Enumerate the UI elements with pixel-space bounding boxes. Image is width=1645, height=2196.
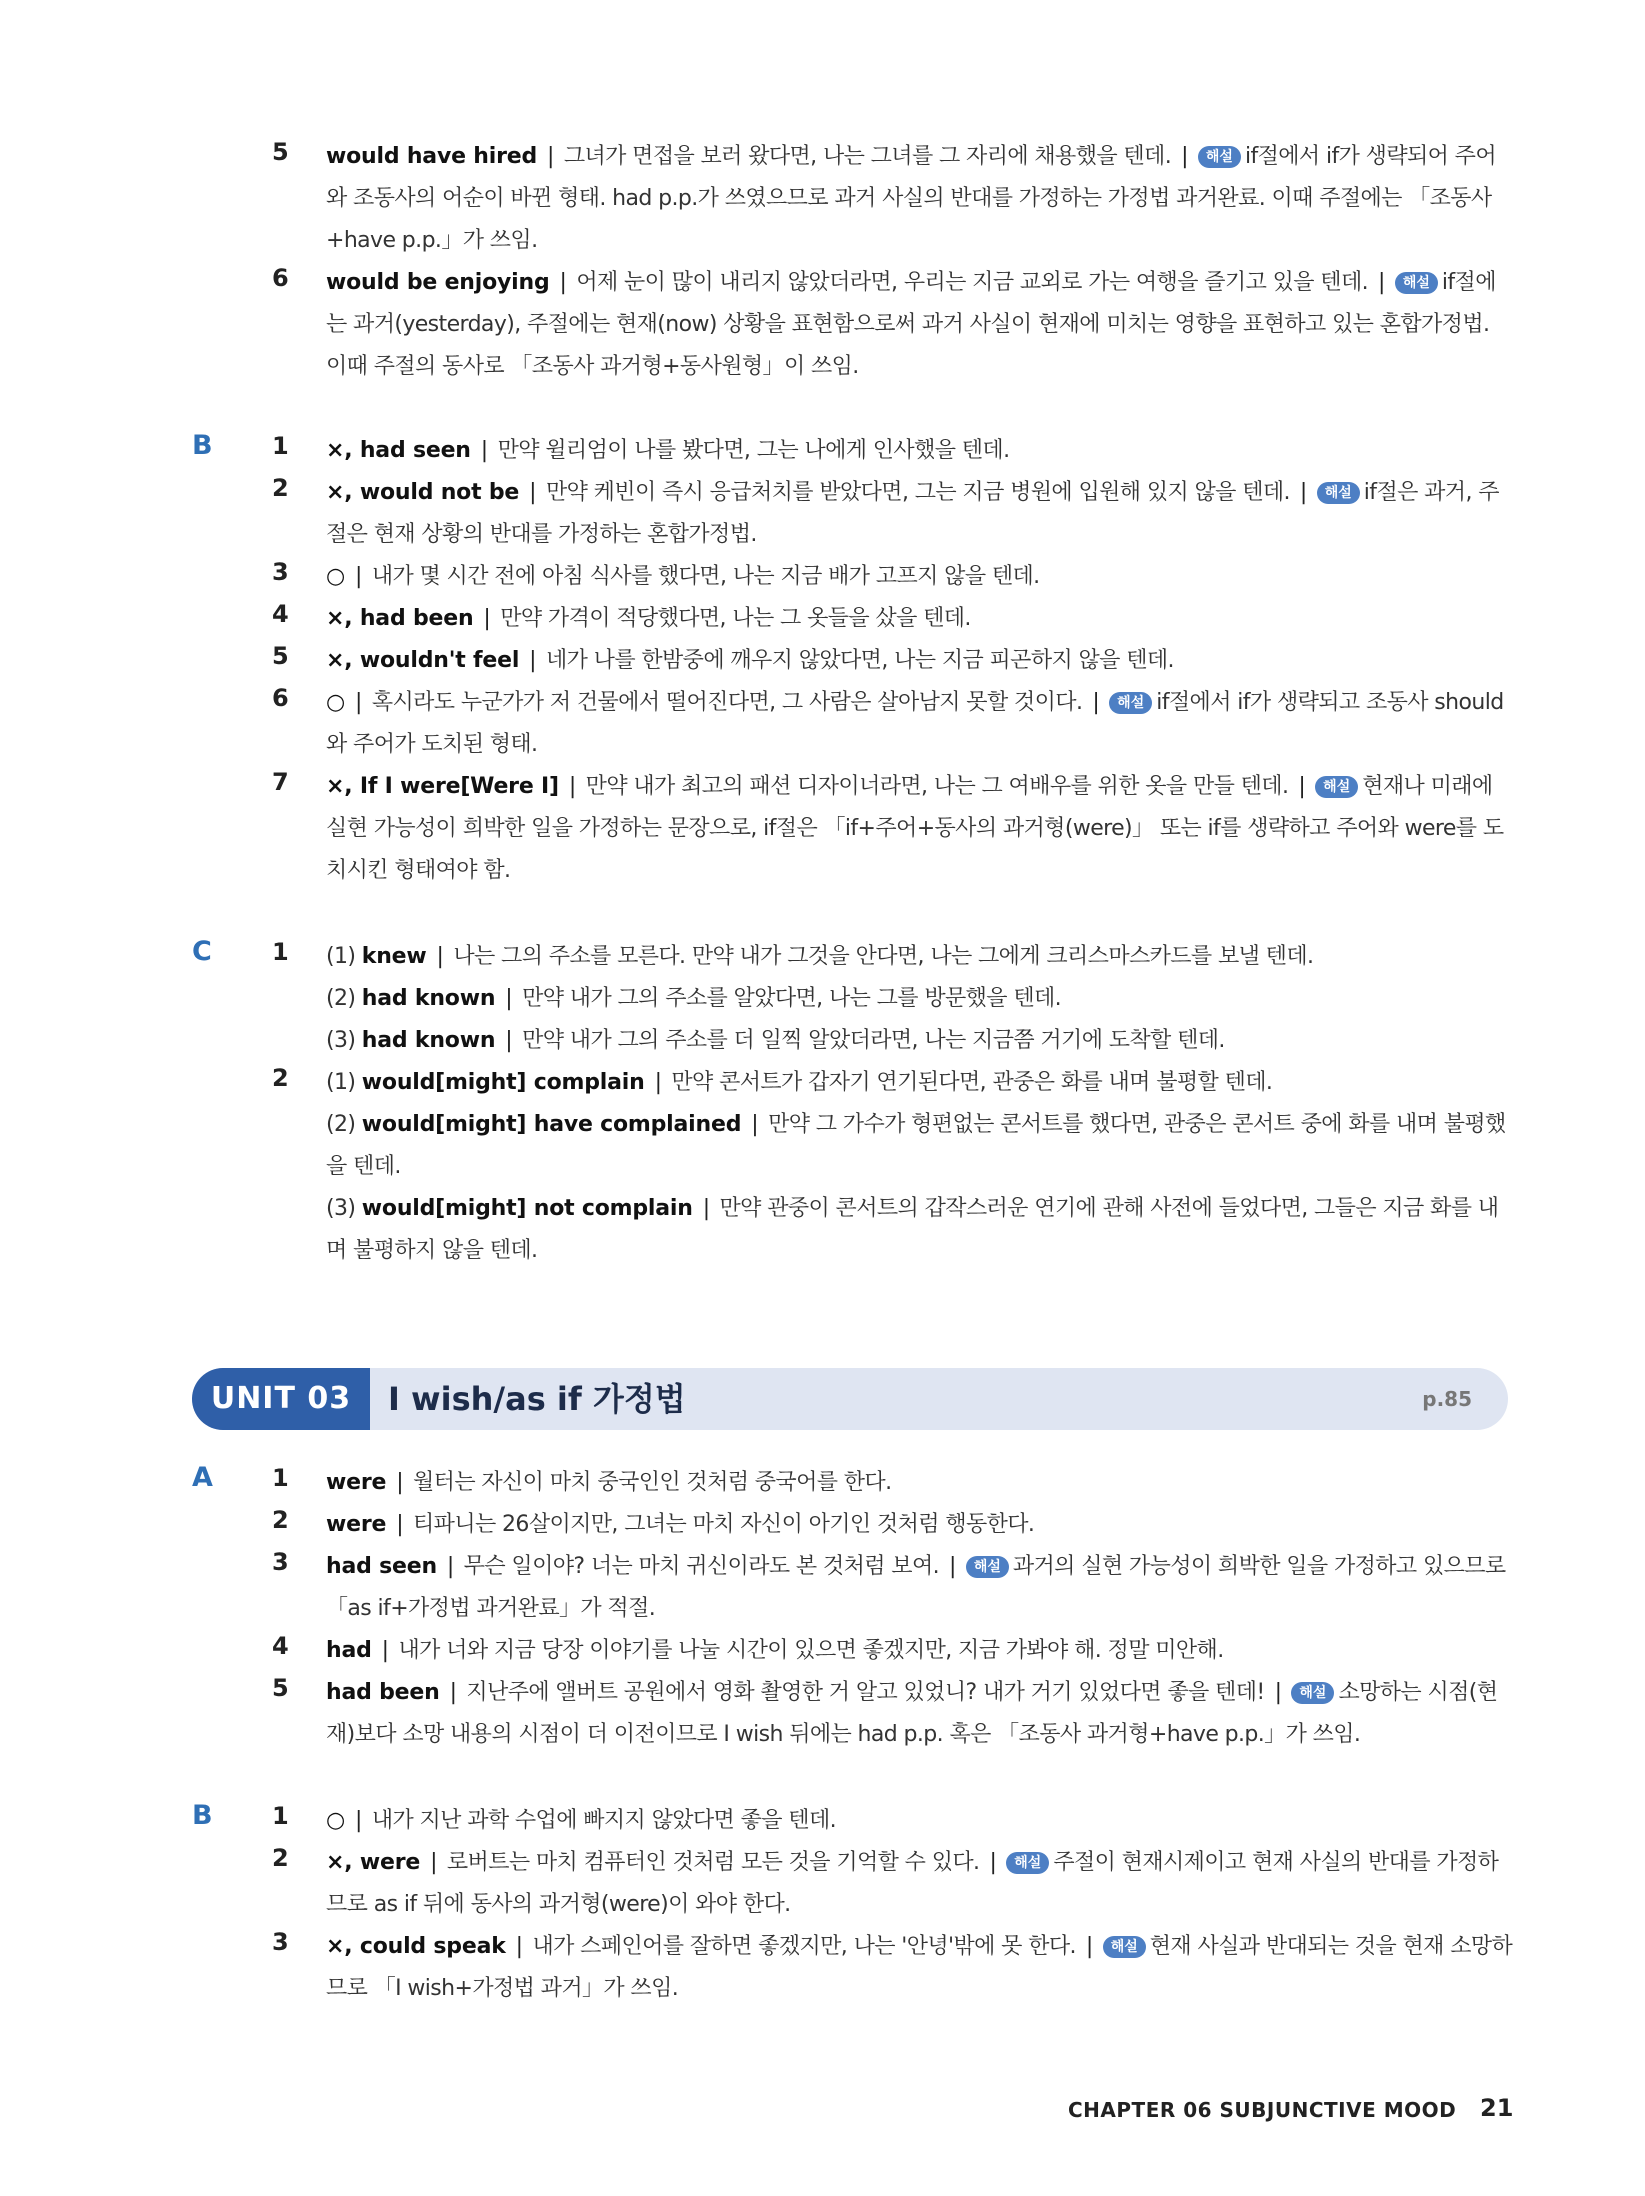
item-text xyxy=(326,430,1514,472)
translation: 그녀가 면접을 보러 왔다면, 나는 그녀를 그 자리에 채용했을 텐데. xyxy=(563,144,1172,169)
explanation-badge: 해설 xyxy=(1315,776,1358,798)
sub-item xyxy=(326,1104,1514,1188)
separator: | xyxy=(381,1638,389,1663)
sub-label: (2) xyxy=(326,1112,356,1137)
separator: | xyxy=(355,1808,362,1833)
item-number: 7 xyxy=(272,768,289,796)
translation: 무슨 일이야? 너는 마치 귀신이라도 본 것처럼 보여. xyxy=(463,1554,939,1579)
translation: 지난주에 앨버트 공원에서 영화 촬영한 거 알고 있었니? 내가 거기 있었다면 좋을 텐데! xyxy=(466,1680,1265,1705)
explanation-badge: 해설 xyxy=(1006,1852,1049,1874)
sub-item xyxy=(326,1188,1514,1272)
item-number: 1 xyxy=(272,432,289,460)
translation: 내가 지난 과학 수업에 빠지지 않았다면 좋을 텐데. xyxy=(371,1808,836,1833)
answer: would be enjoying xyxy=(326,270,550,295)
translation: 만약 가격이 적당했다면, 나는 그 옷들을 샀을 텐데. xyxy=(500,606,971,631)
explanation: if절에서 if가 생략되어 주어와 조동사의 어순이 바뀐 형태. had p.p.가 쓰였으므로 과거 사실의 반대를 가정하는 가정법 과거완료. 이때 주절에는 「조동사+have p.p.」가 쓰임. xyxy=(326,144,1496,253)
item-number: 4 xyxy=(272,1632,289,1660)
item-number: 5 xyxy=(272,1674,289,1702)
separator: | xyxy=(547,144,554,169)
item-number: 3 xyxy=(272,558,289,586)
translation: 만약 관중이 콘서트의 갑작스러운 연기에 관해 사전에 들었다면, 그들은 지금 화를 내며 불평하지 않을 텐데. xyxy=(326,1196,1499,1263)
sub-label: (1) xyxy=(326,944,356,969)
translation: 네가 나를 한밤중에 깨우지 않았다면, 나는 지금 피곤하지 않을 텐데. xyxy=(545,648,1174,673)
sub-item xyxy=(326,1062,1514,1104)
item-text xyxy=(326,1926,1514,2010)
translation: 만약 콘서트가 갑자기 연기된다면, 관중은 화를 내며 불평할 텐데. xyxy=(671,1070,1273,1095)
answer: ○ xyxy=(326,564,345,589)
item-number: 6 xyxy=(272,264,289,292)
explanation: 현재 사실과 반대되는 것을 현재 소망하므로 「I wish+가정법 과거」가 쓰임. xyxy=(326,1934,1513,2001)
item-text xyxy=(326,1630,1514,1672)
answer: had been xyxy=(326,1680,440,1705)
unit-title: I wish/as if 가정법 xyxy=(388,1380,686,1418)
translation: 어제 눈이 많이 내리지 않았더라면, 우리는 지금 교외로 가는 여행을 즐기고 있을 텐데. xyxy=(576,270,1369,295)
answer: knew xyxy=(361,944,427,969)
separator: | xyxy=(396,1512,404,1537)
item-text xyxy=(326,598,1514,640)
separator: | xyxy=(949,1554,956,1579)
item-number: 1 xyxy=(272,1464,289,1492)
section-letter-b: B xyxy=(192,1800,213,1831)
item-text xyxy=(326,1800,1514,1842)
sub-item xyxy=(326,936,1514,978)
item-number: 2 xyxy=(272,1844,289,1872)
translation: 월터는 자신이 마치 중국인인 것처럼 중국어를 한다. xyxy=(413,1470,892,1495)
translation: 만약 내가 최고의 패션 디자이너라면, 나는 그 여배우를 위한 옷을 만들 텐데. xyxy=(585,774,1289,799)
answer: ×, could speak xyxy=(326,1934,506,1959)
item-text xyxy=(326,556,1514,598)
translation: 로버트는 마치 컴퓨터인 것처럼 모든 것을 기억할 수 있다. xyxy=(446,1850,980,1875)
translation: 내가 스페인어를 잘하면 좋겠지만, 나는 '안녕'밖에 못 한다. xyxy=(532,1934,1076,1959)
answer: ×, If I were[Were I] xyxy=(326,774,559,799)
explanation: 과거의 실현 가능성이 희박한 일을 가정하고 있으므로 「as if+가정법 과거완료」가 적절. xyxy=(326,1554,1506,1621)
sub-label: (3) xyxy=(326,1028,356,1053)
item-text xyxy=(326,262,1514,388)
answer: had known xyxy=(361,986,496,1011)
item-number: 1 xyxy=(272,1802,289,1830)
separator: | xyxy=(751,1112,759,1137)
explanation: if절은 과거, 주절은 현재 상황의 반대를 가정하는 혼합가정법. xyxy=(326,480,1499,547)
separator: | xyxy=(480,438,488,463)
sub-item xyxy=(326,978,1514,1020)
separator: | xyxy=(529,648,536,673)
item-text xyxy=(326,640,1514,682)
separator: | xyxy=(654,1070,662,1095)
separator: | xyxy=(515,1934,523,1959)
translation: 만약 케빈이 즉시 응급처치를 받았다면, 그는 지금 병원에 입원해 있지 않을 텐데. xyxy=(545,480,1290,505)
item-number: 6 xyxy=(272,684,289,712)
sub-label: (1) xyxy=(326,1070,356,1095)
separator: | xyxy=(1298,774,1306,799)
answer: would[might] have complained xyxy=(361,1112,742,1137)
explanation: if절에는 과거(yesterday), 주절에는 현재(now) 상황을 표현함으로써 과거 사실이 현재에 미치는 영향을 표현하고 있는 혼합가정법. 이때 주절의 동사로 「조동사 과거형+동사원형」이 쓰임. xyxy=(326,270,1496,379)
explanation-badge: 해설 xyxy=(1103,1936,1146,1958)
explanation: 소망하는 시점(현재)보다 소망 내용의 시점이 더 이전이므로 I wish 뒤에는 had p.p. 혹은 「조동사 과거형+have p.p.」가 쓰임. xyxy=(326,1680,1498,1747)
separator: | xyxy=(529,480,536,505)
item-text xyxy=(326,472,1514,556)
answer: had xyxy=(326,1638,372,1663)
unit-banner xyxy=(192,1368,1508,1430)
item-number: 2 xyxy=(272,1506,289,1534)
answer: were xyxy=(326,1512,387,1537)
translation: 나는 그의 주소를 모른다. 만약 내가 그것을 안다면, 나는 그에게 크리스마스카드를 보낼 텐데. xyxy=(453,944,1314,969)
answer: would[might] complain xyxy=(361,1070,645,1095)
item-text xyxy=(326,136,1514,262)
separator: | xyxy=(1092,690,1100,715)
answer: were xyxy=(326,1470,387,1495)
answer: ×, had been xyxy=(326,606,474,631)
sub-item xyxy=(326,1020,1514,1062)
item-text xyxy=(326,1462,1514,1504)
item-text xyxy=(326,1842,1514,1926)
item-number: 5 xyxy=(272,642,289,670)
answer: had known xyxy=(361,1028,496,1053)
separator: | xyxy=(449,1680,457,1705)
answer: ×, wouldn't feel xyxy=(326,648,520,673)
unit-tag: UNIT 03 xyxy=(192,1368,370,1430)
translation: 만약 그 가수가 형편없는 콘서트를 했다면, 관중은 콘서트 중에 화를 내며 불평했을 텐데. xyxy=(326,1112,1506,1179)
item-number: 5 xyxy=(272,138,289,166)
sub-label: (3) xyxy=(326,1196,356,1221)
explanation-badge: 해설 xyxy=(1198,146,1241,168)
translation: 만약 내가 그의 주소를 더 일찍 알았더라면, 나는 지금쯤 거기에 도착할 텐데. xyxy=(522,1028,1225,1053)
explanation: if절에서 if가 생략되고 조동사 should와 주어가 도치된 형태. xyxy=(326,690,1504,757)
sub-label: (2) xyxy=(326,986,356,1011)
footer-chapter: CHAPTER 06 SUBJUNCTIVE MOOD xyxy=(1068,2098,1457,2122)
item-text xyxy=(326,1504,1514,1546)
separator: | xyxy=(559,270,567,295)
separator: | xyxy=(1378,270,1385,295)
separator: | xyxy=(1274,1680,1282,1705)
separator: | xyxy=(355,690,362,715)
separator: | xyxy=(483,606,491,631)
item-number: 2 xyxy=(272,1064,289,1092)
section-letter-a: A xyxy=(192,1462,213,1493)
explanation-badge: 해설 xyxy=(966,1556,1009,1578)
answer: ×, would not be xyxy=(326,480,520,505)
explanation-badge: 해설 xyxy=(1291,1682,1334,1704)
item-text xyxy=(326,682,1514,766)
explanation: 현재나 미래에 실현 가능성이 희박한 일을 가정하는 문장으로, if절은 「if+주어+동사의 과거형(were)」 또는 if를 생략하고 주어와 were를 도치시킨 형태여야 함. xyxy=(326,774,1504,883)
separator: | xyxy=(430,1850,437,1875)
explanation-badge: 해설 xyxy=(1317,482,1360,504)
translation: 티파니는 26살이지만, 그녀는 마치 자신이 아기인 것처럼 행동한다. xyxy=(413,1512,1035,1537)
separator: | xyxy=(505,986,513,1011)
translation: 혹시라도 누군가가 저 건물에서 떨어진다면, 그 사람은 살아남지 못할 것이다. xyxy=(371,690,1083,715)
answer: ×, were xyxy=(326,1850,421,1875)
item-text xyxy=(326,1062,1514,1272)
separator: | xyxy=(436,944,444,969)
separator: | xyxy=(1085,1934,1093,1959)
item-number: 3 xyxy=(272,1548,289,1576)
item-number: 2 xyxy=(272,474,289,502)
unit-page-ref: p.85 xyxy=(1422,1387,1472,1411)
item-number: 1 xyxy=(272,938,289,966)
separator: | xyxy=(446,1554,454,1579)
item-number: 4 xyxy=(272,600,289,628)
explanation-badge: 해설 xyxy=(1109,692,1152,714)
explanation-badge: 해설 xyxy=(1395,272,1438,294)
translation: 내가 몇 시간 전에 아침 식사를 했다면, 나는 지금 배가 고프지 않을 텐데. xyxy=(371,564,1040,589)
answer: ×, had seen xyxy=(326,438,471,463)
item-number: 3 xyxy=(272,1928,289,1956)
answer: ○ xyxy=(326,690,345,715)
item-text xyxy=(326,766,1514,892)
item-text xyxy=(326,936,1514,1062)
separator: | xyxy=(1181,144,1188,169)
separator: | xyxy=(355,564,362,589)
section-letter-b: B xyxy=(192,430,213,461)
translation: 내가 너와 지금 당장 이야기를 나눌 시간이 있으면 좋겠지만, 지금 가봐야 해. 정말 미안해. xyxy=(398,1638,1224,1663)
separator: | xyxy=(1299,480,1307,505)
answer: ○ xyxy=(326,1808,345,1833)
explanation: 주절이 현재시제이고 현재 사실의 반대를 가정하므로 as if 뒤에 동사의 과거형(were)이 와야 한다. xyxy=(326,1850,1499,1917)
item-text xyxy=(326,1546,1514,1630)
answer: would have hired xyxy=(326,144,537,169)
section-letter-c: C xyxy=(192,936,212,967)
separator: | xyxy=(702,1196,710,1221)
answer: would[might] not complain xyxy=(361,1196,693,1221)
translation: 만약 내가 그의 주소를 알았다면, 나는 그를 방문했을 텐데. xyxy=(522,986,1062,1011)
separator: | xyxy=(505,1028,513,1053)
separator: | xyxy=(396,1470,404,1495)
separator: | xyxy=(989,1850,997,1875)
translation: 만약 윌리엄이 나를 봤다면, 그는 나에게 인사했을 텐데. xyxy=(497,438,1010,463)
answer: had seen xyxy=(326,1554,437,1579)
separator: | xyxy=(568,774,576,799)
item-text xyxy=(326,1672,1514,1756)
page-number: 21 xyxy=(1480,2094,1514,2122)
